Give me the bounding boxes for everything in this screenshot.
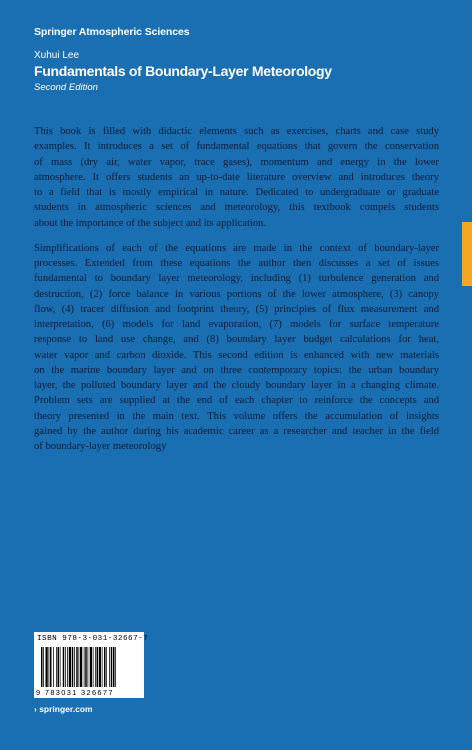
description-line: destruction, (2) force balance in various portions of the lower atmosphere, (3) canopy: [34, 288, 439, 300]
description-line: of boundary-layer meteorology: [34, 441, 167, 452]
description-line: gained by the author during his academic career as a researcher and teacher in the field: [34, 425, 439, 437]
barcode-digits: 9 783031 326677: [36, 688, 114, 697]
description-paragraph-2: [34, 241, 439, 455]
barcode-bars: [41, 647, 139, 687]
book-title: Fundamentals of Boundary-Layer Meteorology: [34, 63, 332, 79]
description-line: This book is filled with didactic elements such as exercises, charts and case study: [34, 126, 439, 137]
edition-label: Second Edition: [34, 82, 98, 93]
description-line: flow, (4) tracer diffusion and footprint theory, (5) principles of flux measurement and: [34, 303, 439, 315]
description-paragraph-1: [34, 124, 439, 231]
description-line: on the marine boundary layer and on three contemporary topics: the urban boundary: [34, 364, 439, 376]
isbn-barcode: [34, 632, 149, 698]
book-description: [34, 124, 439, 464]
description-line: layer, the polluted boundary layer and the cloudy boundary layer in a changing climate.: [34, 380, 439, 391]
description-line: response to land use change, and (8) boundary layer budget calculations for heat,: [34, 334, 439, 346]
description-line: water vapor and carbon dioxide. This second edition is enhanced with new materials: [34, 349, 439, 361]
description-line: atmosphere. It offers students an up-to-date literature overview and introduces theory: [34, 171, 439, 183]
spine-accent-bar: [462, 222, 472, 286]
description-line: processes. Extended from these equations the author then discusses a set of issues: [34, 258, 439, 269]
description-line: examples. It introduces a set of fundamental equations that govern the conservation: [34, 141, 439, 153]
description-line: theory presented in the main text. This volume offers the accumulation of insights: [34, 410, 439, 422]
publisher-url: › springer.com: [34, 704, 93, 714]
description-line: fundamental to boundary layer meteorology, including (1) turbulence generation and: [34, 273, 439, 285]
isbn-label: ISBN 978-3-031-32667-7: [37, 635, 149, 643]
description-line: interpretation, (6) models for land evaporation, (7) models for surface temperature: [34, 319, 439, 330]
description-line: Simplifications of each of the equations are made in the context of boundary-layer: [34, 242, 439, 254]
description-line: to a field that is mostly empirical in nature. Dedicated to undergraduate or graduate: [34, 187, 439, 198]
series-name: Springer Atmospheric Sciences: [34, 26, 190, 38]
description-line: about the importance of the subject and its application.: [34, 217, 267, 229]
description-line: Problem sets are supplied at the end of each chapter to reinforce the concepts and: [34, 395, 439, 407]
author-name: Xuhui Lee: [34, 50, 80, 61]
description-line: of mass (dry air, water vapor, trace gases), momentum and energy in the lower: [34, 156, 439, 168]
description-line: students in atmospheric sciences and meteorology, this textbook compels students: [34, 202, 439, 214]
